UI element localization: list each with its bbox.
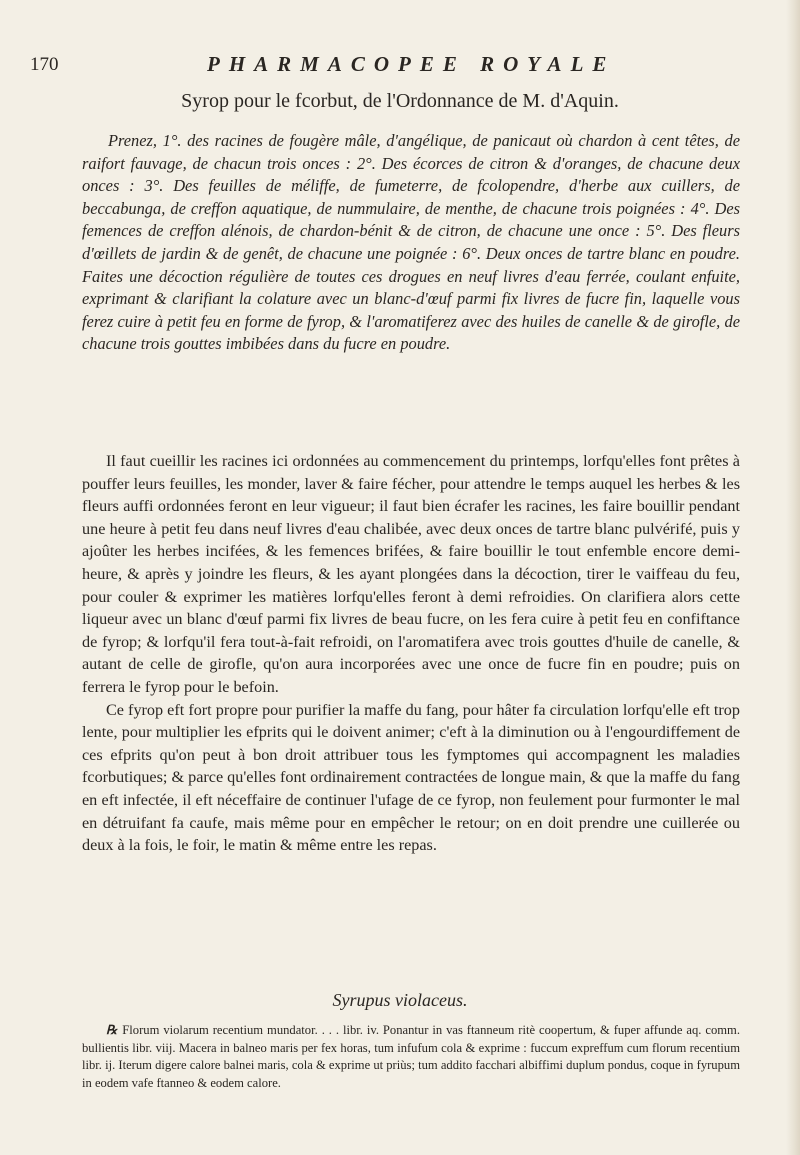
recipe-symbol-icon: ℞ (106, 1023, 118, 1037)
page-edge (786, 0, 800, 1155)
latin-recipe-text: Florum violarum recentium mundator. . . . libr. iv. Ponantur in vas ftanneum ritè coopertum, & fuper affunde aq. comm. bullientis libr. viij. Macera in balneo maris per fex horas, tum infufum cola & exprime : fuccum expreffum cum florum recentium libr. ij. Iterum digere calore balnei maris, cola & exprime ut priùs; tum addito facchari albiffimi duplum pondus, coque in fyrupum in eodem vafe ftanneo & eodem calore. (82, 1023, 740, 1090)
latin-recipe (82, 1022, 740, 1092)
page-number: 170 (30, 54, 59, 75)
commentary (82, 450, 740, 857)
paragraph-usage: Ce fyrop eft fort propre pour purifier la maffe du fang, pour hâter fa circulation lorfqu'elle eft trop lente, pour multiplier les efprits qui le doivent animer; c'eft à la diminution ou à l'engourdiffement de ces efprits qu'on peut à bon droit attribuer tous les fymptomes qui accompagnent les maladies fcorbutiques; & parce qu'elles font ordinairement contractées de longue main, & que la maffe du fang en eft infectée, il eft néceffaire de continuer l'ufage de ce fyrop, non feulement pour furmonter le mal en détruifant fa caufe, mais même pour en empêcher le retour; on en doit prendre une cuillerée ou deux à la fois, le foir, le matin & même entre les repas. (82, 700, 740, 855)
running-title: PHARMACOPEE ROYALE (207, 52, 616, 76)
recipe-title: Syrop pour le fcorbut, de l'Ordonnance de M. d'Aquin. (181, 90, 619, 112)
recipe-text: Prenez, 1°. des racines de fougère mâle, d'angélique, de panicaut où chardon à cent têtes, de raifort fauvage, de chacun trois onces : 2°. Des écorces de citron & d'oranges, de chacune deux onces : 3°. Des feuilles de méliffe, de fumeterre, de fcolopendre, d'herbe aux cuillers, de beccabunga, de creffon aquatique, de nummulaire, de menthe, de chacune trois poignées : 4°. Des femences de creffon alénois, de chardon-bénit & de citron, de chacune une once : 5°. Des fleurs d'œillets de jardin & de genêt, de chacune une poignée : 6°. Deux onces de tartre blanc en poudre. Faites une décoction régulière de toutes ces drogues en neuf livres d'eau ferrée, coulant enfuite, exprimant & clarifiant la colature avec un blanc-d'œuf parmi fix livres de fucre fin, laquelle vous ferez cuire à petit feu en forme de fyrop, & l'aromatiferez avec des huiles de canelle & de girofle, de chacune trois gouttes imbibées dans du fucre en poudre. (82, 131, 740, 354)
paragraph-preparation: Il faut cueillir les racines ici ordonnées au commencement du printemps, lorfqu'elles font prêtes à pouffer leurs feuilles, les monder, laver & faire fécher, pour attendre le temps auquel les herbes & les fleurs auffi ordonnées feront en leur vigueur; il faut bien écrafer les racines, les faire bouillir pendant une heure à petit feu dans neuf livres d'eau chalibée, avec deux onces de tartre blanc pulvérifé, puis y ajoûter les herbes incifées, & les femences brifées, & faire bouillir le tout enfemble encore demi-heure, & après y joindre les fleurs, & les ayant plongées dans la décoction, tirer le vaiffeau du feu, pour couler & exprimer les matières lorfqu'elles feront à demi refroidies. On clarifiera alors cette liqueur avec un blanc d'œuf parmi fix livres de beau fucre, on les fera cuire à petit feu en confiftance de fyrop; & lorfqu'il fera tout-à-fait refroidi, on l'aromatifera avec trois gouttes d'huile de canelle, & autant de celle de girofle, qu'on aura incorporées avec une once de fucre fin en poudre; puis on ferrera le fyrop pour le befoin. (82, 452, 740, 696)
latin-heading: Syrupus violaceus. (332, 990, 468, 1010)
page-header (30, 48, 670, 88)
